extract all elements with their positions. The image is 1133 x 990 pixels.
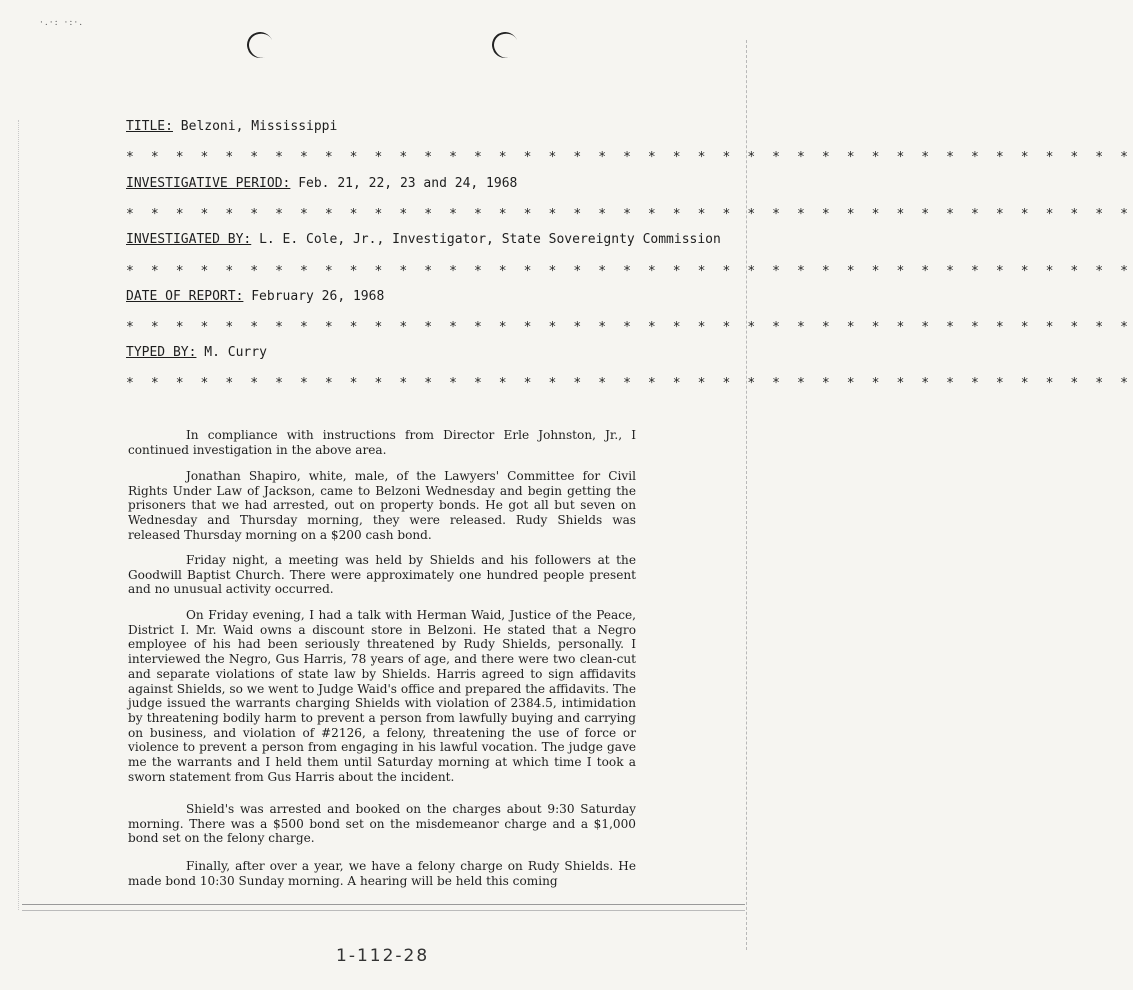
period-label: INVESTIGATIVE PERIOD: [126,176,291,191]
paragraph-6 [128,859,636,888]
paragraph-3-text: Friday night, a meeting was held by Shields and his followers at the Goodwill Baptist Church. There were approximately one hundred people present and no unusual activity occurred. [128,553,636,597]
date-field [126,289,384,304]
typed-field [126,345,267,360]
paragraph-2 [128,469,636,543]
date-value: February 26, 1968 [251,289,385,304]
typed-label: TYPED BY: [126,345,197,360]
paragraph-2-text: Jonathan Shapiro, white, male, of the Lawyers' Committee for Civil Rights Under Law of Jackson, came to Belzoni Wednesday and begin getting the prisoners that we had arrested, out on property bonds. He got all but seven on Wednesday and Thursday morning, they were released. Rudy Shields was released Thursday morning on a $200 cash bond. [128,469,636,542]
typed-value: M. Curry [204,345,267,360]
paragraph-5 [128,802,636,846]
paragraph-5-text: Shield's was arrested and booked on the charges about 9:30 Saturday morning. There was a $500 bond set on the misdemeanor charge and a $1,000 bond set on the felony charge. [128,802,636,846]
punch-hole-right [488,28,521,61]
investigated-value: L. E. Cole, Jr., Investigator, State Sovereignty Commission [259,232,721,247]
separator-line: * * * * * * * * * * * * * * * * * * * * * * * * * * * * * * * * * * * * * * * * * [126,150,1133,165]
separator-line: * * * * * * * * * * * * * * * * * * * * * * * * * * * * * * * * * * * * * * * * * [126,320,1133,335]
punch-hole-left [243,28,276,61]
paragraph-1-text: In compliance with instructions from Director Erle Johnston, Jr., I continued investigation in the above area. [128,428,636,457]
paragraph-6-text: Finally, after over a year, we have a felony charge on Rudy Shields. He made bond 10:30 Sunday morning. A hearing will be held this coming [128,859,636,888]
scan-edge-right [746,40,747,950]
separator-line: * * * * * * * * * * * * * * * * * * * * * * * * * * * * * * * * * * * * * * * * * [126,264,1133,279]
date-label: DATE OF REPORT: [126,289,244,304]
page-bottom-rule-secondary [22,910,745,911]
period-field [126,176,517,191]
period-value: Feb. 21, 22, 23 and 24, 1968 [298,176,518,191]
separator-line: * * * * * * * * * * * * * * * * * * * * * * * * * * * * * * * * * * * * * * * * * [126,207,1133,222]
title-field [126,119,337,134]
paragraph-4 [128,608,636,784]
paragraph-1 [128,428,636,457]
paragraph-4-text: On Friday evening, I had a talk with Herman Waid, Justice of the Peace, District I. Mr. Waid owns a discount store in Belzoni. He stated that a Negro employee of his had been seriously threatened by Rudy Shields, personally. I interviewed the Negro, Gus Harris, 78 years of age, and there were two clean-cut and separate violations of state law by Shields. Harris agreed to sign affidavits against Shields, so we went to Judge Waid's office and prepared the affidavits. The judge issued the warrants charging Shields with violation of 2384.5, intimidation by threatening bodily harm to prevent a person from lawfully buying and carrying on business, and violation of #2126, a felony, threatening the use of force or violence to prevent a person from engaging in his lawful vocation. The judge gave me the warrants and I held them until Saturday morning at which time I took a sworn statement from Gus Harris about the incident. [128,608,636,784]
paragraph-3 [128,553,636,597]
scan-specks: ·.·: ·:·. [40,18,85,28]
title-label: TITLE: [126,119,173,134]
page-bottom-rule [22,904,745,905]
handwritten-file-number: 1-112-28 [336,946,430,966]
separator-line: * * * * * * * * * * * * * * * * * * * * * * * * * * * * * * * * * * * * * * * * * [126,376,1133,391]
title-value: Belzoni, Mississippi [180,119,338,134]
scan-edge-left [18,120,19,910]
investigated-field [126,232,721,247]
investigated-label: INVESTIGATED BY: [126,232,252,247]
